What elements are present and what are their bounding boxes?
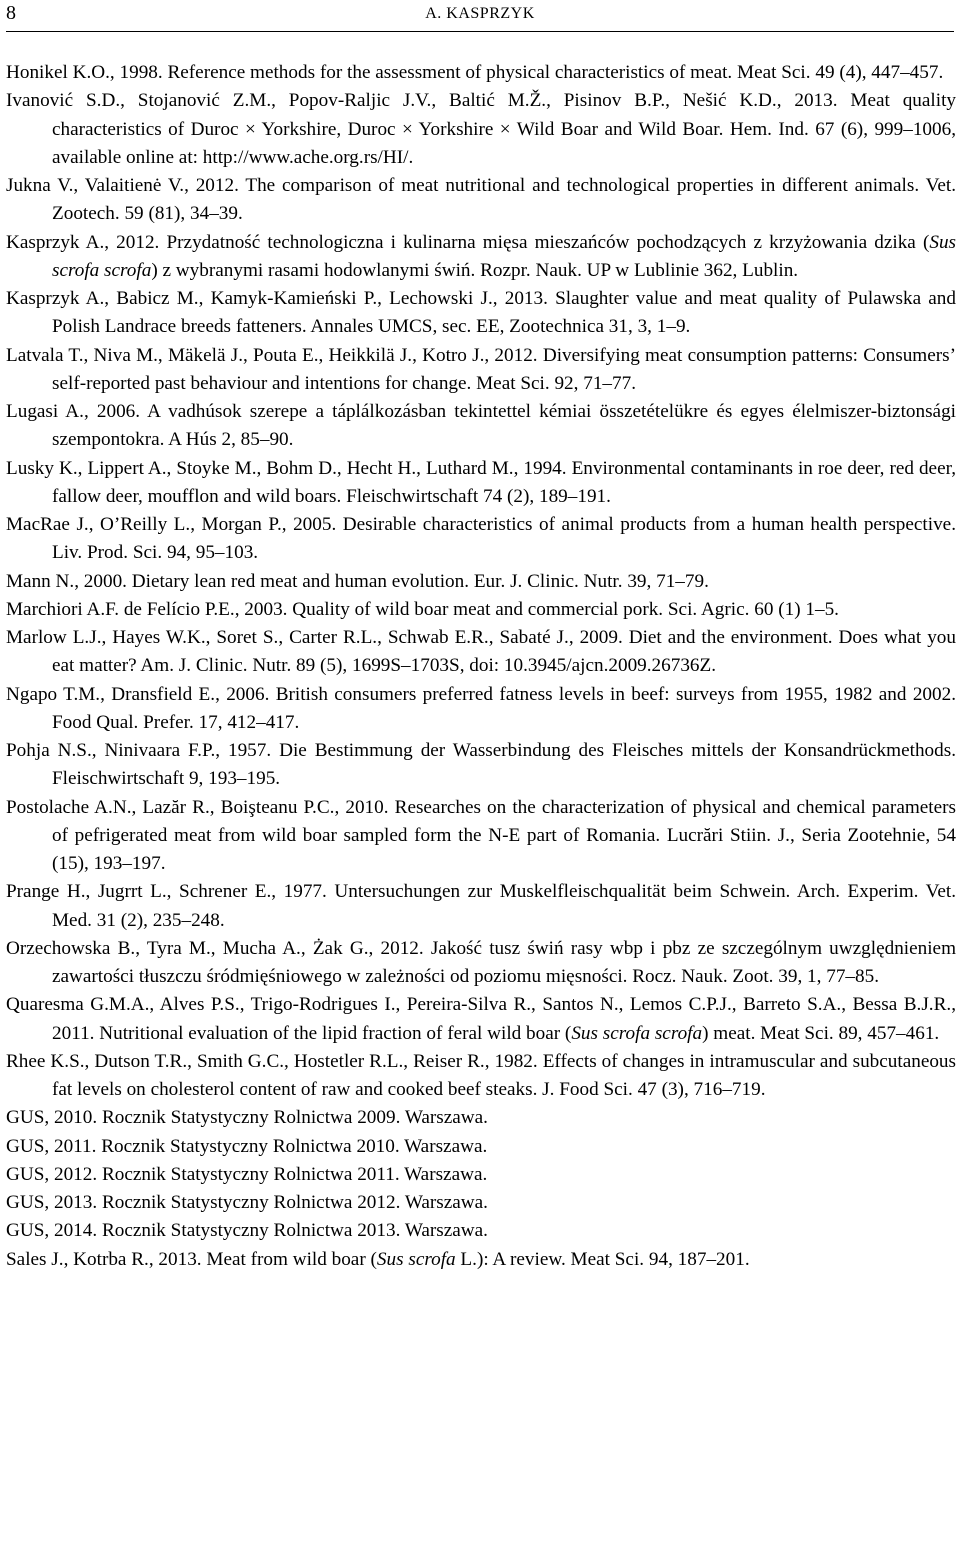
reference-text: Marchiori A.F. de Felício P.E., 2003. Quality of wild boar meat and commercial pork. Sci. Agric. 60 (1) 1–5.: [6, 598, 839, 620]
reference-italic-text: Sus scrofa scrofa: [52, 231, 956, 281]
reference-entry: [6, 511, 956, 568]
reference-text: Prange H., Jugrrt L., Schrener E., 1977. Untersuchungen zur Muskelfleischqualität beim Schwein. Arch. Experim. Vet. Med. 31 (2), 235–248.: [6, 881, 956, 931]
reference-text: MacRae J., O’Reilly L., Morgan P., 2005. Desirable characteristics of animal products from a human health perspective. Liv. Prod. Sci. 94, 95–103.: [6, 514, 956, 564]
reference-entry: [6, 596, 956, 624]
reference-entry: [6, 172, 956, 229]
reference-text: ) z wybranymi rasami hodowlanymi świń. Rozpr. Nauk. UP w Lublinie 362, Lublin.: [151, 259, 799, 281]
reference-entry: [6, 1048, 956, 1105]
page-number: 8: [6, 2, 16, 24]
reference-text: Pohja N.S., Ninivaara F.P., 1957. Die Bestimmung der Wasserbindung des Fleisches mittels der Konsandrückmethods. Fleischwirtschaft 9, 193–195.: [6, 740, 956, 790]
reference-entry: [6, 991, 956, 1048]
header-rule: [6, 31, 954, 32]
reference-entry: [6, 342, 956, 399]
reference-text: Quaresma G.M.A., Alves P.S., Trigo-Rodrigues I., Pereira-Silva R., Santos N., Lemos C.P.J., Barreto S.A., Bessa B.J.R., 2011. Nutritional evaluation of the lipid fraction of feral wild boar (: [6, 994, 956, 1044]
reference-entry: [6, 1189, 956, 1217]
reference-entry: [6, 1133, 956, 1161]
reference-text: Sales J., Kotrba R., 2013. Meat from wild boar (: [6, 1248, 377, 1270]
reference-entry: [6, 59, 956, 87]
reference-text: Kasprzyk A., Babicz M., Kamyk-Kamieński P., Lechowski J., 2013. Slaughter value and meat quality of Pulawska and Polish Landrace breeds fatteners. Annales UMCS, sec. EE, Zootechnica 31, 3, 1–9.: [6, 288, 956, 338]
reference-text: Ivanović S.D., Stojanović Z.M., Popov-Raljic J.V., Baltić M.Ž., Pisinov B.P., Nešić K.D., 2013. Meat quality characteristics of Duroc × Yorkshire, Duroc × Yorkshire × Wild Boar and Wild Boar. Hem. Ind. 67 (6), 999–1006, available online at: http://www.ache.org.rs/HI/.: [6, 90, 956, 168]
reference-text: Jukna V., Valaitienė V., 2012. The comparison of meat nutritional and technological properties in different animals. Vet. Zootech. 59 (81), 34–39.: [6, 175, 956, 225]
reference-entry: [6, 737, 956, 794]
reference-text: Rhee K.S., Dutson T.R., Smith G.C., Hostetler R.L., Reiser R., 1982. Effects of changes in intramuscular and subcutaneous fat levels on cholesterol content of raw and cooked beef steaks. J. Food Sci. 47 (3), 716–719.: [6, 1050, 956, 1100]
reference-entry: [6, 681, 956, 738]
reference-entry: [6, 794, 956, 879]
reference-italic-text: Sus scrofa: [376, 1248, 456, 1270]
reference-text: Lusky K., Lippert A., Stoyke M., Bohm D., Hecht H., Luthard M., 1994. Environmental contaminants in roe deer, red deer, fallow deer, moufflon and wild boars. Fleischwirtschaft 74 (2), 189–191.: [6, 457, 956, 507]
reference-text: ) meat. Meat Sci. 89, 457–461.: [702, 1022, 940, 1044]
reference-text: GUS, 2014. Rocznik Statystyczny Rolnictwa 2013. Warszawa.: [6, 1220, 488, 1242]
reference-italic-text: Sus scrofa scrofa: [571, 1022, 703, 1044]
reference-entry: [6, 1104, 956, 1132]
reference-text: Ngapo T.M., Dransfield E., 2006. British consumers preferred fatness levels in beef: surveys from 1955, 1982 and 2002. Food Qual. Prefer. 17, 412–417.: [6, 683, 956, 733]
reference-entry: [6, 87, 956, 172]
reference-entry: [6, 285, 956, 342]
reference-entry: [6, 935, 956, 992]
reference-text: Kasprzyk A., 2012. Przydatność technologiczna i kulinarna mięsa mieszańców pochodzących z krzyżowania dzika (: [6, 231, 930, 253]
reference-text: Orzechowska B., Tyra M., Mucha A., Żak G., 2012. Jakość tusz świń rasy wbp i pbz ze szczególnym uwzględnieniem zawartości tłuszczu śródmięśniowego w zależności od poziomu mięsności. Rocz. Nauk. Zoot. 39, 1, 77–85.: [6, 937, 956, 987]
page-header: [0, 0, 960, 30]
reference-entry: [6, 624, 956, 681]
reference-entry: [6, 1217, 956, 1245]
reference-text: Mann N., 2000. Dietary lean red meat and human evolution. Eur. J. Clinic. Nutr. 39, 71–79.: [6, 570, 709, 592]
reference-text: Latvala T., Niva M., Mäkelä J., Pouta E., Heikkilä J., Kotro J., 2012. Diversifying meat consumption patterns: Consumers’ self-reported past behaviour and intentions for change. Meat Sci. 92, 71–77.: [6, 344, 956, 394]
reference-text: Lugasi A., 2006. A vadhúsok szerepe a táplálkozásban tekintettel kémiai összetételükre és egyes élelmiszer-biztonsági szempontokra. A Hús 2, 85–90.: [6, 401, 956, 451]
reference-text: Postolache A.N., Lazăr R., Boişteanu P.C., 2010. Researches on the characterization of physical and chemical parameters of pefrigerated meat from wild boar sampled form the N-E part of Romania. Lucrări Stiin. J., Seria Zootehnie, 54 (15), 193–197.: [6, 796, 956, 874]
reference-text: L.): A review. Meat Sci. 94, 187–201.: [455, 1248, 750, 1270]
reference-text: GUS, 2013. Rocznik Statystyczny Rolnictwa 2012. Warszawa.: [6, 1192, 488, 1213]
reference-text: GUS, 2011. Rocznik Statystyczny Rolnictwa 2010. Warszawa.: [6, 1135, 488, 1157]
reference-text: GUS, 2010. Rocznik Statystyczny Rolnictwa 2009. Warszawa.: [6, 1107, 488, 1129]
reference-text: GUS, 2012. Rocznik Statystyczny Rolnictwa 2011. Warszawa.: [6, 1163, 488, 1185]
reference-entry: [6, 1246, 956, 1274]
reference-entry: [6, 1161, 956, 1189]
running-head: A. KASPRZYK: [425, 5, 535, 22]
reference-text: Marlow L.J., Hayes W.K., Soret S., Carter R.L., Schwab E.R., Sabaté J., 2009. Diet and the environment. Does what you eat matter? Am. J. Clinic. Nutr. 89 (5), 1699S–1703S, doi: 10.3945/ajcn.2009.26736Z.: [6, 627, 956, 677]
reference-entry: [6, 398, 956, 455]
reference-list: [6, 59, 956, 1274]
reference-entry: [6, 878, 956, 935]
reference-entry: [6, 455, 956, 512]
reference-entry: [6, 568, 956, 596]
reference-text: Honikel K.O., 1998. Reference methods for the assessment of physical characteristics of meat. Meat Sci. 49 (4), 447–457.: [6, 62, 944, 83]
reference-entry: [6, 229, 956, 286]
